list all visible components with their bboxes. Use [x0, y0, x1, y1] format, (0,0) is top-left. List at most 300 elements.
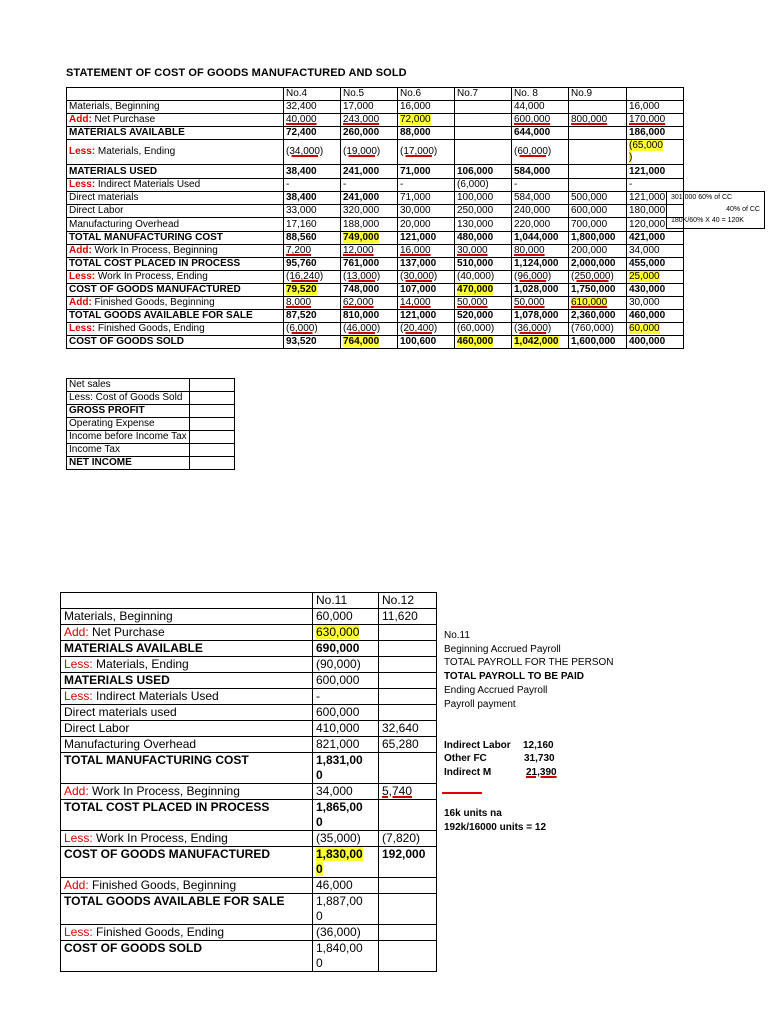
cell-value: 62,000 [343, 297, 374, 308]
table-cell [569, 127, 627, 140]
cell-value: 220,000 [514, 218, 551, 230]
cell-value: 430,000 [629, 284, 666, 295]
row-label [67, 258, 284, 271]
row-prefix: Less: [64, 925, 93, 939]
table-cell [627, 179, 684, 192]
table-cell [313, 641, 379, 657]
row-label [61, 689, 313, 705]
income-value [189, 431, 234, 444]
cell-value: 188,000 [343, 218, 380, 230]
table-cell [284, 192, 341, 205]
row-label-text: Direct Labor [69, 205, 124, 216]
cell-value: 5,740 [382, 784, 413, 798]
table-cell [569, 218, 627, 232]
table-cell [455, 127, 512, 140]
row-label [61, 925, 313, 941]
table-cell [379, 831, 437, 847]
cell-value: 100,600 [400, 336, 437, 347]
table-row [61, 705, 437, 721]
table-row [61, 847, 437, 878]
table-cell [569, 271, 627, 284]
cell-value: 421,000 [629, 232, 666, 243]
cell-value: - [316, 689, 320, 703]
table-cell [284, 114, 341, 127]
unit-note: 16k units na [444, 808, 502, 819]
table-cell [512, 114, 569, 127]
table-row [61, 925, 437, 941]
overhead-value: 31,730 [524, 753, 555, 764]
cell-value: (65,000 ) [629, 140, 663, 163]
table-cell [398, 310, 455, 323]
cell-value: (34,000) [286, 146, 324, 157]
row-label [61, 737, 313, 753]
row-label [61, 784, 313, 800]
table-cell [379, 657, 437, 673]
table-cell [313, 689, 379, 705]
income-label: NET INCOME [67, 457, 190, 470]
table-cell [341, 192, 398, 205]
cell-value: 584,000 [514, 165, 551, 177]
cell-value: 71,000 [400, 192, 431, 203]
income-label: Net sales [67, 379, 190, 392]
table-cell [313, 721, 379, 737]
table-cell [313, 753, 379, 784]
table-cell [512, 245, 569, 258]
row-label-text: Work In Process, Ending [92, 831, 228, 845]
row-label-text: TOTAL GOODS AVAILABLE FOR SALE [69, 310, 253, 321]
table-cell [569, 101, 627, 114]
income-row [67, 431, 235, 444]
table-cell [398, 245, 455, 258]
column-header: No.12 [379, 593, 437, 609]
cell-value: 60,000 [316, 609, 353, 623]
cell-value: 600,000 [571, 205, 608, 216]
row-prefix: Add: [69, 297, 92, 308]
table-cell [512, 192, 569, 205]
row-label [67, 192, 284, 205]
row-label-text: TOTAL MANUFACTURING COST [69, 232, 223, 243]
overhead-label: Other FC [444, 753, 487, 764]
table-cell [341, 297, 398, 310]
row-label-text: Materials, Ending [95, 146, 176, 157]
table-cell [341, 245, 398, 258]
cell-value: - [343, 179, 347, 190]
row-label-text: Indirect Materials Used [95, 179, 201, 190]
row-prefix: Less: [64, 689, 93, 703]
table-cell [379, 800, 437, 831]
table-row [61, 894, 437, 925]
cell-value: - [629, 179, 633, 190]
side-note-line: 180K/60% X 40 = 120K [671, 217, 744, 224]
income-row [67, 418, 235, 431]
table-cell [379, 609, 437, 625]
row-label [61, 609, 313, 625]
table-cell [313, 831, 379, 847]
table-cell [569, 245, 627, 258]
cell-value: 121,000 [629, 165, 666, 177]
income-row [67, 392, 235, 405]
cell-value: 510,000 [457, 258, 494, 269]
row-prefix: Add: [64, 625, 89, 639]
table-cell [455, 323, 512, 336]
payroll-label: Beginning Accrued Payroll [444, 644, 561, 655]
overhead-value: 12,160 [523, 740, 554, 751]
cell-value: 180,000 [629, 205, 666, 216]
cell-value: (60,000) [514, 146, 552, 157]
table-row [61, 657, 437, 673]
side-note-line: 40% of CC [726, 206, 760, 213]
cell-value: 1,044,000 [514, 232, 559, 243]
cell-value: 1,124,000 [514, 258, 559, 269]
cell-value: 44,000 [514, 101, 545, 112]
table-cell [512, 258, 569, 271]
table-cell [455, 205, 512, 218]
table-cell [284, 140, 341, 165]
cell-value: 600,000 [316, 673, 360, 687]
cell-value: (6,000) [457, 179, 489, 190]
table-row [61, 609, 437, 625]
cell-value: 2,000,000 [571, 258, 616, 269]
table-cell [341, 258, 398, 271]
table-cell [284, 323, 341, 336]
cell-value: 630,000 [316, 625, 360, 639]
cell-value: 120,000 [629, 218, 666, 230]
table-cell [569, 284, 627, 297]
cell-value: 2,360,000 [571, 310, 616, 321]
cell-value: 100,000 [457, 192, 494, 203]
table-cell [398, 218, 455, 232]
table-cell [455, 165, 512, 179]
cell-value: 1,831,00 0 [316, 753, 363, 782]
row-label-text: Direct materials [69, 192, 139, 203]
cell-value: 1,865,00 0 [316, 800, 363, 829]
table-row [61, 641, 437, 657]
cell-value: 500,000 [571, 192, 608, 203]
cell-value: 38,400 [286, 165, 317, 177]
table-row [61, 800, 437, 831]
row-label-text: MATERIALS USED [64, 673, 170, 687]
row-prefix: Less: [69, 323, 96, 334]
row-label [61, 847, 313, 878]
column-header: No. 8 [512, 88, 569, 101]
cell-value: 50,000 [514, 297, 545, 308]
table-cell [284, 205, 341, 218]
table-cell [313, 925, 379, 941]
table-cell [569, 310, 627, 323]
income-label: Income before Income Tax [67, 431, 190, 444]
cell-value: 600,000 [514, 114, 551, 125]
table-cell [398, 101, 455, 114]
table-cell [284, 179, 341, 192]
cell-value: 121,000 [400, 232, 437, 243]
table-cell [341, 271, 398, 284]
table-cell [512, 127, 569, 140]
table-cell [379, 784, 437, 800]
cell-value: 200,000 [571, 245, 608, 256]
row-label-text: Net Purchase [88, 625, 165, 639]
table-cell [284, 127, 341, 140]
table-cell [512, 218, 569, 232]
cell-value: (17,000) [400, 146, 438, 157]
table-cell [455, 336, 512, 349]
table-cell [379, 641, 437, 657]
cell-value: 30,000 [457, 245, 488, 256]
table-row [61, 784, 437, 800]
row-label-text: Net Purchase [91, 114, 156, 125]
row-label [67, 271, 284, 284]
table-cell [284, 232, 341, 245]
row-label-text: Work In Process, Ending [95, 271, 208, 282]
table-cell [284, 336, 341, 349]
table-cell [379, 847, 437, 878]
row-label-text: Work In Process, Beginning [91, 245, 218, 256]
table-row [61, 878, 437, 894]
income-value [189, 379, 234, 392]
table-cell [455, 114, 512, 127]
cell-value: 1,078,000 [514, 310, 559, 321]
table-cell [313, 894, 379, 925]
table-cell [569, 297, 627, 310]
cell-value: 455,000 [629, 258, 666, 269]
payroll-label: Ending Accrued Payroll [444, 685, 548, 696]
table-row [61, 625, 437, 641]
row-prefix: Add: [64, 784, 89, 798]
table-cell [284, 218, 341, 232]
column-header: No.4 [284, 88, 341, 101]
cell-value: 65,280 [382, 737, 419, 751]
cell-value: 749,000 [343, 232, 380, 243]
table-cell [284, 310, 341, 323]
table-cell [455, 192, 512, 205]
cell-value: 32,640 [382, 721, 419, 735]
cell-value: 243,000 [343, 114, 380, 125]
cell-value: (16,240) [286, 271, 324, 282]
table-cell [341, 323, 398, 336]
cell-value: 79,520 [286, 284, 317, 295]
cell-value: (19,000) [343, 146, 381, 157]
cell-value: 1,600,000 [571, 336, 616, 347]
table-cell [398, 271, 455, 284]
cell-value: 130,000 [457, 218, 494, 230]
table-cell [627, 114, 684, 127]
row-label [67, 140, 284, 165]
table-cell [627, 165, 684, 179]
row-prefix: Add: [69, 114, 92, 125]
table-cell [455, 258, 512, 271]
cell-value: 88,000 [400, 127, 431, 138]
row-label-text: Manufacturing Overhead [64, 737, 197, 751]
table-cell [341, 284, 398, 297]
table-cell [379, 878, 437, 894]
cell-value: (60,000) [457, 323, 495, 334]
cell-value: 72,000 [400, 114, 431, 125]
income-value [189, 457, 234, 470]
row-label-text: Indirect Materials Used [92, 689, 219, 703]
table-cell [313, 625, 379, 641]
cell-value: 1,830,00 0 [316, 847, 363, 876]
cell-value: 106,000 [457, 165, 494, 177]
table-cell [398, 114, 455, 127]
cell-value: (250,000) [571, 271, 614, 282]
cell-value: 137,000 [400, 258, 437, 269]
cell-value: 80,000 [514, 245, 545, 256]
table-cell [569, 192, 627, 205]
page-title: STATEMENT OF COST OF GOODS MANUFACTURED AND SOLD [66, 67, 407, 79]
cell-value: 240,000 [514, 205, 551, 216]
table-cell [569, 258, 627, 271]
cell-value: 600,000 [316, 705, 360, 719]
row-label-text: COST OF GOODS MANUFACTURED [69, 284, 241, 295]
table-row [61, 941, 437, 972]
row-label [61, 831, 313, 847]
cell-value: 16,000 [400, 245, 431, 256]
row-prefix: Less: [69, 146, 96, 157]
cell-value: 7,200 [286, 245, 312, 256]
table-row [67, 140, 684, 165]
table-cell [341, 232, 398, 245]
table-cell [627, 127, 684, 140]
table-cell [313, 737, 379, 753]
row-label [67, 245, 284, 258]
table-cell [512, 297, 569, 310]
table-cell [313, 705, 379, 721]
table-row [67, 218, 684, 232]
table-cell [284, 284, 341, 297]
cell-value: 1,750,000 [571, 284, 616, 295]
table-cell [398, 323, 455, 336]
table-cell [341, 165, 398, 179]
row-label [61, 705, 313, 721]
cell-value: 186,000 [629, 127, 666, 138]
row-label [61, 800, 313, 831]
row-label [67, 218, 284, 232]
row-label-text: TOTAL COST PLACED IN PROCESS [69, 258, 241, 269]
table-cell [627, 336, 684, 349]
table-cell [627, 271, 684, 284]
table-cell [379, 941, 437, 972]
table-row [67, 297, 684, 310]
income-row [67, 379, 235, 392]
table-row [67, 101, 684, 114]
cell-value: (36,000) [316, 925, 361, 939]
table-cell [379, 737, 437, 753]
table-cell [455, 218, 512, 232]
table-cell [379, 673, 437, 689]
table-cell [627, 297, 684, 310]
cell-value: 71,000 [400, 165, 431, 177]
table-cell [379, 625, 437, 641]
cell-value: 33,000 [286, 205, 317, 216]
overhead-label: Indirect M [444, 767, 492, 778]
table-cell [379, 705, 437, 721]
row-label-text: Materials, Ending [92, 657, 189, 671]
table-cell [512, 310, 569, 323]
cell-value: 584,000 [514, 192, 551, 203]
table-cell [512, 140, 569, 165]
row-label [61, 625, 313, 641]
cell-value: 121,000 [629, 192, 666, 203]
column-header [627, 88, 684, 101]
cell-value: 50,000 [457, 297, 488, 308]
table-cell [455, 179, 512, 192]
overhead-label: Indirect Labor [444, 740, 511, 751]
cell-value: (30,000) [400, 271, 438, 282]
income-value [189, 405, 234, 418]
table-cell [512, 336, 569, 349]
table-cell [313, 878, 379, 894]
table-cell [455, 232, 512, 245]
cell-value: (35,000) [316, 831, 361, 845]
table-cell [284, 101, 341, 114]
table-cell [455, 101, 512, 114]
table-cell [455, 297, 512, 310]
row-label [67, 205, 284, 218]
cell-value: 14,000 [400, 297, 431, 308]
table-cell [313, 800, 379, 831]
cell-value: 250,000 [457, 205, 494, 216]
cell-value: 88,560 [286, 232, 317, 243]
table-cell [569, 179, 627, 192]
table-cell [398, 192, 455, 205]
table-row [61, 721, 437, 737]
cell-value: 95,760 [286, 258, 317, 269]
cell-value: (7,820) [382, 831, 421, 845]
table-header-row [61, 593, 437, 609]
cell-value: (40,000) [457, 271, 495, 282]
table-row [67, 258, 684, 271]
cell-value: 241,000 [343, 192, 380, 203]
row-label [67, 114, 284, 127]
cell-value: 34,000 [629, 245, 660, 256]
row-label [61, 894, 313, 925]
cell-value: 12,000 [343, 245, 374, 256]
table-cell [512, 323, 569, 336]
row-label [67, 101, 284, 114]
table-cell [512, 232, 569, 245]
table-cell [379, 721, 437, 737]
table-row [61, 831, 437, 847]
row-label [67, 284, 284, 297]
table-cell [398, 127, 455, 140]
table-row [67, 310, 684, 323]
table-cell [455, 310, 512, 323]
table-cell [627, 245, 684, 258]
column-header: No.6 [398, 88, 455, 101]
cell-value: 480,000 [457, 232, 494, 243]
table-row [67, 165, 684, 179]
cell-value: 60,000 [629, 323, 660, 334]
row-label-text: Materials, Beginning [64, 609, 173, 623]
side-note-box [666, 191, 765, 229]
table-cell [627, 232, 684, 245]
cell-value: 192,000 [382, 847, 426, 861]
cell-value: 16,000 [400, 101, 431, 112]
cell-value: 1,800,000 [571, 232, 616, 243]
cell-value: 11,620 [382, 609, 418, 623]
cell-value: - [286, 179, 290, 190]
cell-value: 400,000 [629, 336, 666, 347]
row-label [67, 179, 284, 192]
income-label: Income Tax [67, 444, 190, 457]
cell-value: 8,000 [286, 297, 312, 308]
cell-value: 17,000 [343, 101, 374, 112]
table-row [67, 271, 684, 284]
cell-value: 170,000 [629, 114, 666, 125]
table-cell [569, 165, 627, 179]
table-cell [398, 205, 455, 218]
table-cell [341, 205, 398, 218]
cell-value: 38,400 [286, 192, 317, 203]
